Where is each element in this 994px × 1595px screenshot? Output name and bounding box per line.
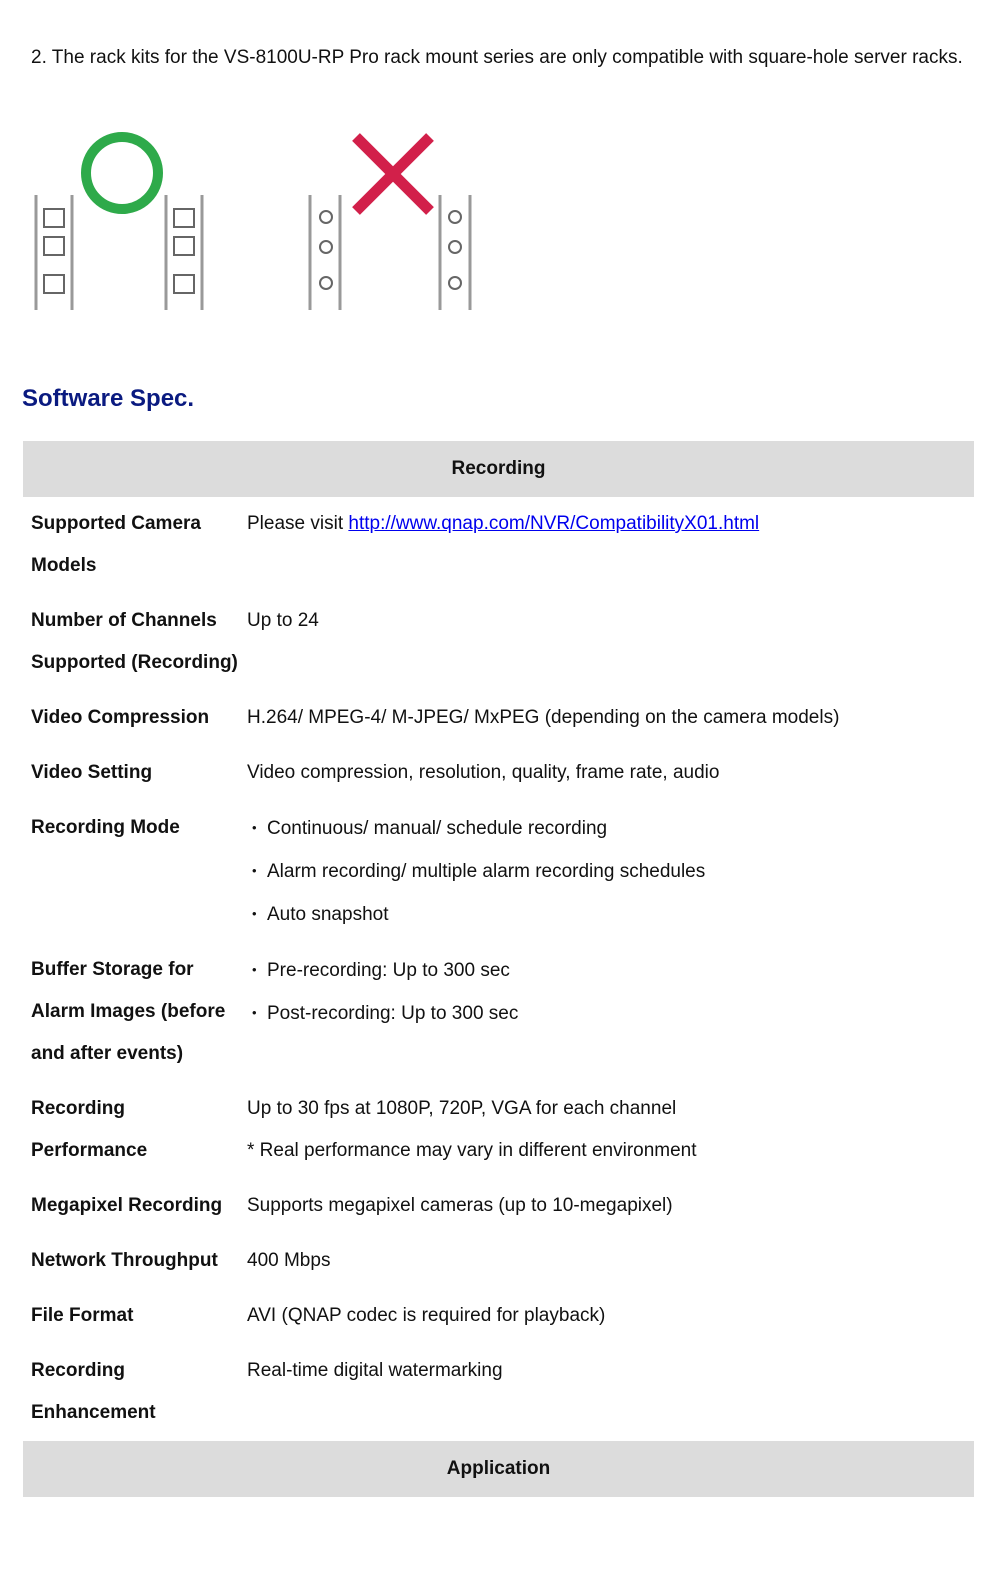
table-row	[23, 746, 974, 801]
section-header-label: Recording	[23, 441, 974, 497]
rack-compatibility-figure	[30, 125, 500, 325]
row-label: Number of Channels Supported (Recording)	[31, 610, 238, 673]
section-title: Software Spec.	[22, 385, 195, 412]
row-label: Recording Mode	[31, 817, 180, 838]
bullet-icon: •	[252, 863, 257, 878]
list-item: • Continuous/ manual/ schedule recording	[247, 807, 974, 850]
table-row	[23, 1179, 974, 1234]
row-label: Video Setting	[31, 762, 153, 783]
row-value: AVI (QNAP codec is required for playback)	[247, 1305, 606, 1326]
list-item: • Post-recording: Up to 300 sec	[247, 992, 974, 1035]
compatibility-note: 2. The rack kits for the VS-8100U-RP Pro rack mount series are only compatible with square-hole server racks.	[31, 47, 963, 68]
square-hole-rack	[36, 137, 202, 310]
table-row	[23, 497, 974, 594]
table-row	[23, 801, 974, 943]
table-row	[23, 594, 974, 691]
row-label: Buffer Storage for Alarm Images (before and after events)	[31, 959, 226, 1064]
table-row	[23, 1344, 974, 1441]
row-value: Up to 30 fps at 1080P, 720P, VGA for each channel * Real performance may vary in different environment	[247, 1098, 697, 1161]
table-row	[23, 1289, 974, 1344]
row-label: Recording Enhancement	[31, 1360, 156, 1423]
list-item: • Pre-recording: Up to 300 sec	[247, 949, 974, 992]
section-header-label: Application	[23, 1441, 974, 1497]
round-hole-rack	[310, 137, 470, 310]
bullet-icon: •	[252, 820, 257, 835]
table-row	[23, 1082, 974, 1179]
row-value	[239, 943, 974, 1082]
row-value: Supports megapixel cameras (up to 10-megapixel)	[247, 1195, 673, 1216]
bullet-icon: •	[252, 1005, 257, 1020]
compatibility-link[interactable]: http://www.qnap.com/NVR/CompatibilityX01.html	[348, 513, 760, 534]
green-circle-icon	[86, 137, 158, 209]
table-row	[23, 943, 974, 1082]
bullet-icon: •	[252, 906, 257, 921]
row-value: Up to 24	[247, 610, 319, 631]
row-label: Recording Performance	[31, 1098, 148, 1161]
software-spec-table	[23, 441, 974, 1497]
row-value: 400 Mbps	[247, 1250, 331, 1271]
row-value	[239, 497, 974, 594]
list-item: • Auto snapshot	[247, 893, 974, 936]
row-label: Video Compression	[31, 707, 210, 728]
table-row	[23, 1234, 974, 1289]
red-x-icon	[356, 137, 430, 211]
bullet-icon: •	[252, 962, 257, 977]
row-value: Video compression, resolution, quality, frame rate, audio	[247, 762, 720, 783]
row-value	[239, 801, 974, 943]
section-header-recording	[23, 441, 974, 497]
table-row	[23, 691, 974, 746]
row-label: Megapixel Recording	[31, 1195, 223, 1216]
list-item: • Alarm recording/ multiple alarm recording schedules	[247, 850, 974, 893]
row-value-prefix: Please visit	[247, 513, 349, 534]
row-label: Supported Camera Models	[31, 513, 201, 576]
row-label: File Format	[31, 1305, 134, 1326]
row-label: Network Throughput	[31, 1250, 218, 1271]
row-value: Real-time digital watermarking	[247, 1360, 503, 1381]
section-header-application	[23, 1441, 974, 1497]
row-value: H.264/ MPEG-4/ M-JPEG/ MxPEG (depending on the camera models)	[247, 707, 840, 728]
